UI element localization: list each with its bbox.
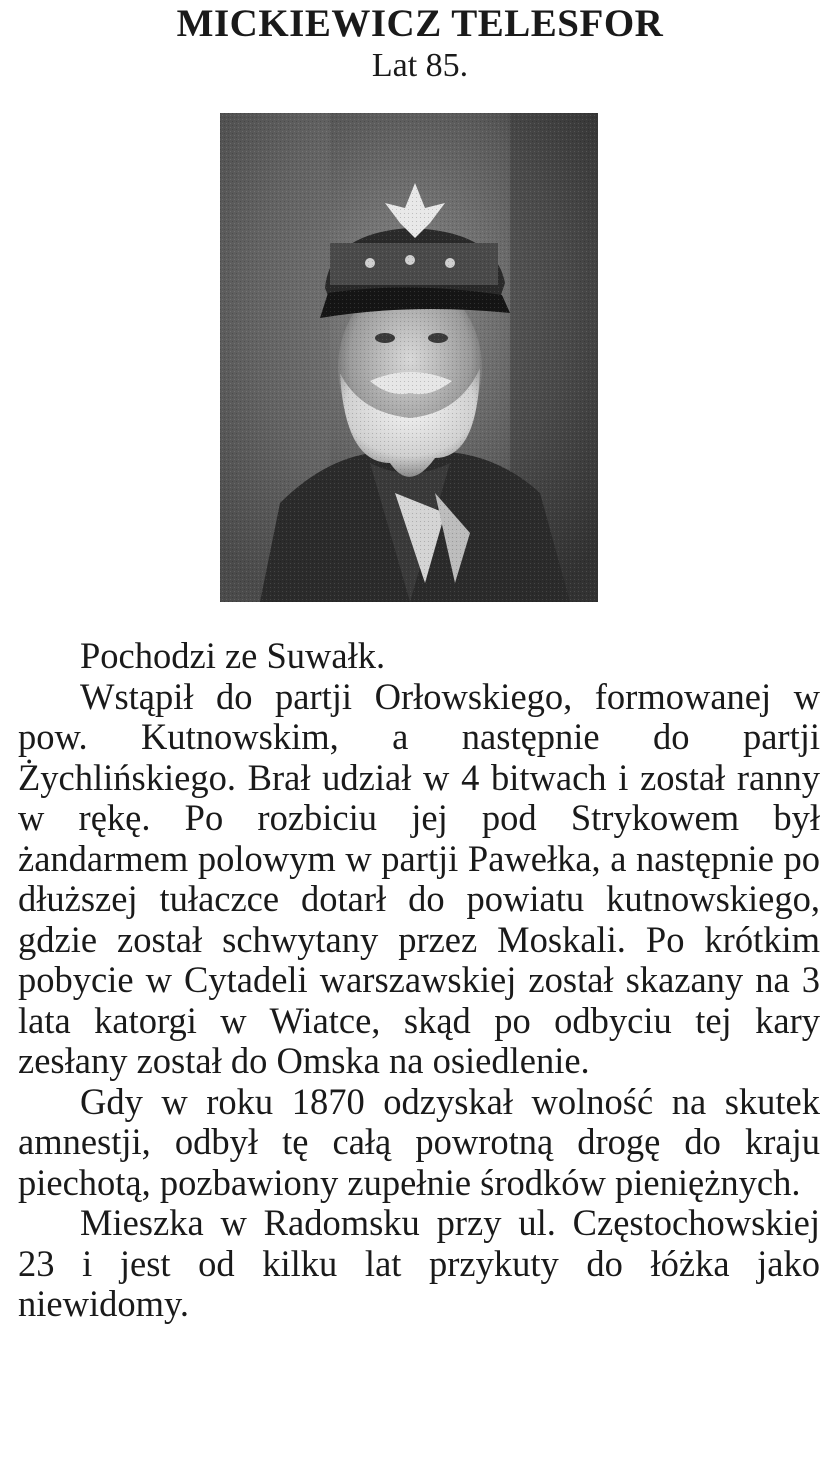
paragraph-origin: Pochodzi ze Suwałk. xyxy=(80,635,386,676)
paragraph-uprising: Wstąpił do partji Orłowskiego, formowanej w pow. Kutnowskim, a następnie do partji Żychlińskiego. Brał udział w 4 bitwach i został ranny w rękę. Po rozbiciu jej pod Strykowem był żandarmem polowym w partji Pawełka, a następnie po dłuższej tułaczce dotarł do powiatu kutnowskiego, gdzie został schwytany przez Moskali. Po krótkim pobycie w Cytadeli warszawskiej został skazany na 3 lata katorgi w Wiatce, skąd po odbyciu tej kary zesłany został do Omska na osiedlenie. xyxy=(18,675,820,1081)
age-subtitle: Lat 85. xyxy=(371,47,469,84)
paragraph-return: Gdy w roku 1870 odzyskał wolność na skutek amnestji, odbył tę całą powrotną drogę do kraju piechotą, pozbawiony zupełnie środków pieniężnych. xyxy=(18,1080,820,1203)
portrait-photo-icon xyxy=(220,113,598,602)
person-name-heading: MICKIEWICZ TELESFOR xyxy=(176,2,664,45)
portrait-photo xyxy=(220,113,598,602)
paragraph-residence: Mieszka w Radomsku przy ul. Częstochowskiej 23 i jest od kilku lat przykuty do łóżka jako niewidomy. xyxy=(18,1202,820,1324)
biography-text xyxy=(18,636,820,1325)
